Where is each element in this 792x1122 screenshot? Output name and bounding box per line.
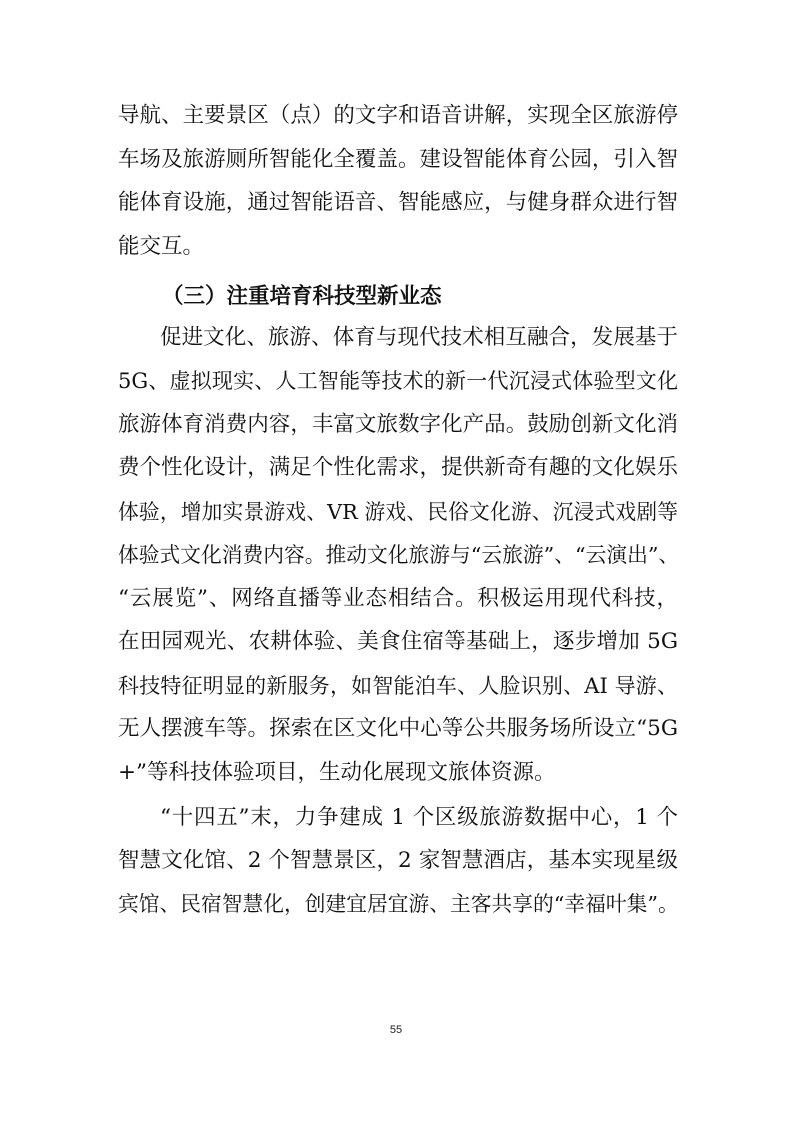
paragraph-2-line-6: 体验式文化消费内容。推动文化旅游与“云旅游”、“云演出”、 [118, 543, 680, 567]
paragraph-2-line-7: “云展览”、网络直播等业态相结合。积极运用现代科技， [118, 586, 678, 611]
paragraph-1-line-1: 导航、主要景区（点）的文字和语音讲解，实现全区旅游停 [118, 103, 678, 128]
paragraph-3-line-1: “十四五”末，力争建成 1 个区级旅游数据中心，1 个 [160, 805, 678, 830]
paragraph-2-line-4: 费个性化设计，满足个性化需求，提供新奇有趣的文化娱乐 [118, 455, 678, 480]
paragraph-2-line-1: 促进文化、旅游、体育与现代技术相互融合，发展基于 [160, 325, 678, 350]
paragraph-2-line-10: 无人摆渡车等。探索在区文化中心等公共服务场所设立“5G [118, 716, 678, 741]
paragraph-3-line-3: 宾馆、民宿智慧化，创建宜居宜游、主客共享的“幸福叶集”。 [118, 892, 679, 916]
paragraph-1-line-4: 能交互。 [118, 234, 205, 259]
paragraph-2-line-3: 旅游体育消费内容，丰富文旅数字化产品。鼓励创新文化消 [118, 412, 678, 437]
paragraph-2-line-8: 在田园观光、农耕体验、美食住宿等基础上，逐步增加 5G [118, 629, 678, 654]
paragraph-2-line-2: 5G、虚拟现实、人工智能等技术的新一代沉浸式体验型文化 [118, 369, 678, 393]
paragraph-2-line-5: 体验，增加实景游戏、VR 游戏、民俗文化游、沉浸式戏剧等 [118, 500, 678, 524]
section-heading: （三）注重培育科技型新业态 [162, 284, 442, 309]
paragraph-1-line-3: 能体育设施，通过智能语音、智能感应，与健身群众进行智 [118, 190, 678, 215]
paragraph-1-line-2: 车场及旅游厕所智能化全覆盖。建设智能体育公园，引入智 [118, 147, 678, 172]
paragraph-2-line-11: +”等科技体验项目，生动化展现文旅体资源。 [118, 760, 556, 785]
page-number: 55 [389, 1024, 403, 1036]
paragraph-3-line-2: 智慧文化馆、2 个智慧景区，2 家智慧酒店，基本实现星级 [118, 848, 678, 873]
paragraph-2-line-9: 科技特征明显的新服务，如智能泊车、人脸识别、AI 导游、 [118, 674, 678, 698]
